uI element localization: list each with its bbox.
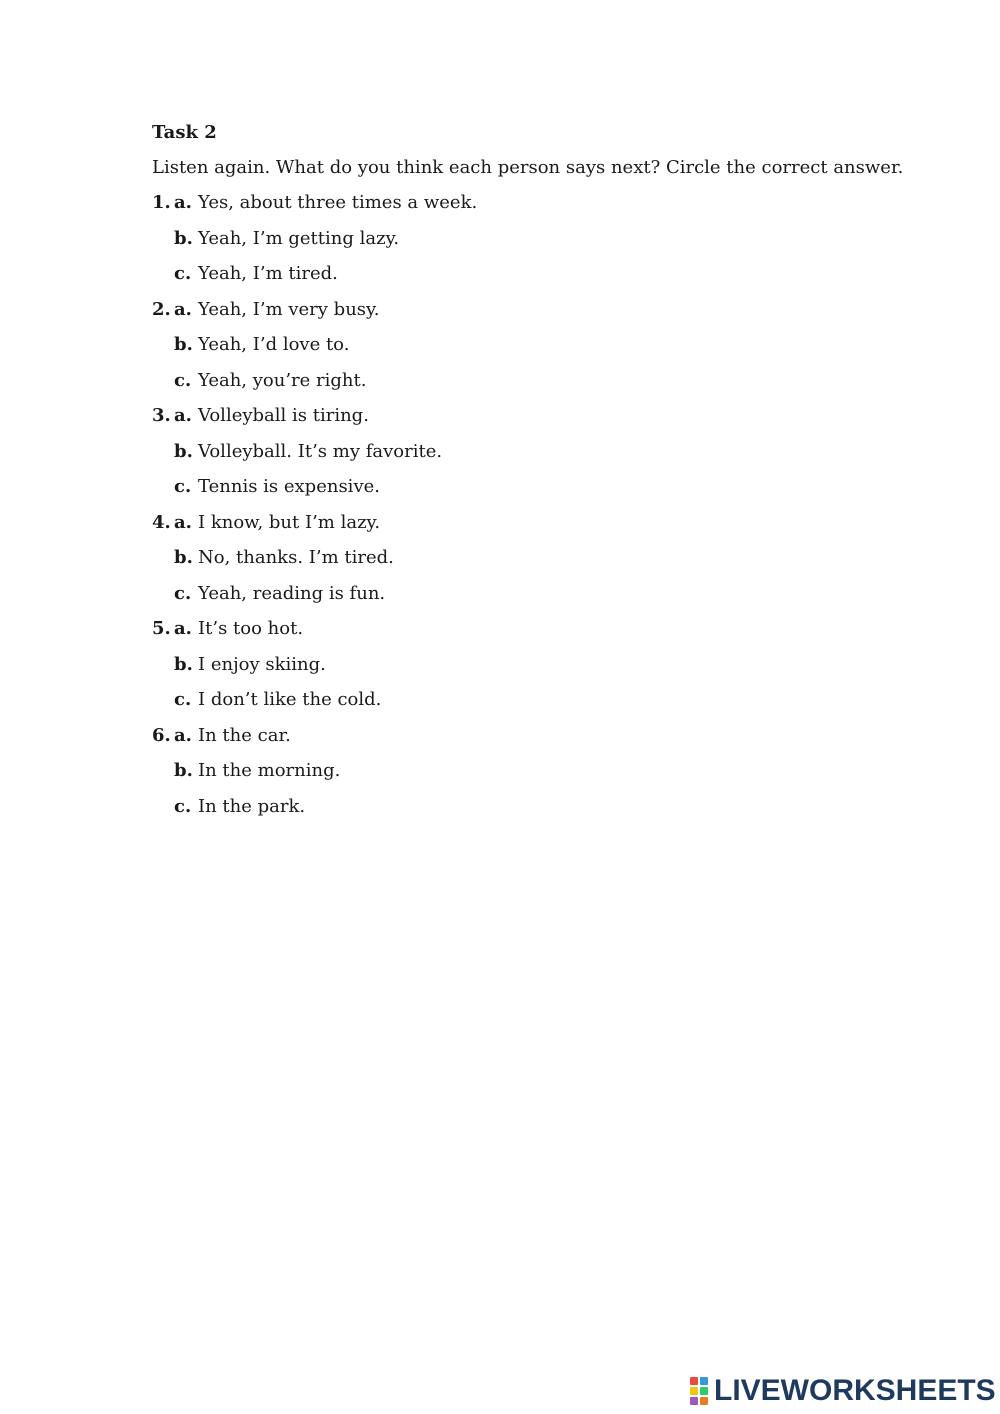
option-text: Yeah, I’d love to. (198, 334, 350, 355)
option-3c[interactable] (152, 472, 912, 508)
option-5c[interactable] (152, 685, 912, 721)
option-2c[interactable] (152, 366, 912, 402)
question-2 (152, 295, 912, 402)
option-letter: a. (174, 298, 192, 320)
option-text: In the park. (198, 795, 306, 817)
logo-mark-icon (690, 1377, 708, 1405)
question-number: 4. (152, 511, 171, 533)
option-3b[interactable] (152, 437, 912, 473)
option-letter: a. (174, 192, 192, 213)
option-1c[interactable] (152, 259, 912, 295)
task-instruction: Listen again. What do you think each person says next? Circle the correct answer. (152, 157, 904, 178)
question-number: 3. (152, 405, 171, 426)
option-text: I enjoy skiing. (198, 653, 326, 675)
option-text: In the car. (198, 724, 291, 746)
option-text: Yes, about three times a week. (198, 192, 478, 213)
option-text: Yeah, I’m very busy. (198, 298, 380, 320)
option-letter: b. (174, 653, 193, 675)
option-letter: c. (174, 582, 192, 604)
option-letter: b. (174, 547, 193, 568)
option-letter: b. (174, 760, 193, 781)
option-text: It’s too hot. (198, 618, 304, 639)
option-letter: a. (174, 724, 192, 746)
option-1b[interactable] (152, 224, 912, 260)
option-text: Volleyball is tiring. (198, 405, 369, 426)
option-text: Yeah, I’m getting lazy. (198, 227, 400, 249)
option-5b[interactable] (152, 650, 912, 686)
option-letter: c. (174, 476, 192, 497)
question-5 (152, 614, 912, 721)
option-letter: c. (174, 795, 192, 817)
option-text: No, thanks. I’m tired. (198, 547, 394, 568)
option-letter: a. (174, 511, 192, 533)
option-2b[interactable] (152, 330, 912, 366)
option-4b[interactable] (152, 543, 912, 579)
liveworksheets-logo (690, 1374, 996, 1408)
option-3a[interactable] (152, 401, 912, 437)
option-2a[interactable] (152, 295, 912, 331)
option-letter: c. (174, 689, 192, 710)
option-6c[interactable] (152, 792, 912, 828)
option-letter: a. (174, 618, 192, 639)
question-number: 2. (152, 298, 171, 320)
task-title: Task 2 (152, 122, 217, 143)
option-letter: b. (174, 227, 193, 249)
option-letter: b. (174, 334, 193, 355)
question-number: 1. (152, 192, 171, 213)
question-6 (152, 721, 912, 828)
logo-text: LIVEWORKSHEETS (714, 1374, 996, 1407)
option-6b[interactable] (152, 756, 912, 792)
option-letter: c. (174, 263, 192, 284)
option-text: Yeah, you’re right. (198, 369, 367, 391)
option-5a[interactable] (152, 614, 912, 650)
worksheet-content (152, 118, 912, 827)
option-letter: c. (174, 369, 192, 391)
option-6a[interactable] (152, 721, 912, 757)
option-letter: b. (174, 440, 193, 462)
option-letter: a. (174, 405, 192, 426)
option-text: I don’t like the cold. (198, 689, 382, 710)
option-text: Yeah, reading is fun. (198, 582, 386, 604)
question-1 (152, 188, 912, 295)
question-number: 5. (152, 618, 171, 639)
option-text: In the morning. (198, 760, 341, 781)
option-text: Volleyball. It’s my favorite. (198, 440, 443, 462)
option-text: I know, but I’m lazy. (198, 511, 381, 533)
question-4 (152, 508, 912, 615)
option-4c[interactable] (152, 579, 912, 615)
option-1a[interactable] (152, 188, 912, 224)
option-4a[interactable] (152, 508, 912, 544)
question-3 (152, 401, 912, 508)
option-text: Yeah, I’m tired. (198, 263, 338, 284)
option-text: Tennis is expensive. (198, 476, 380, 497)
question-number: 6. (152, 724, 171, 746)
